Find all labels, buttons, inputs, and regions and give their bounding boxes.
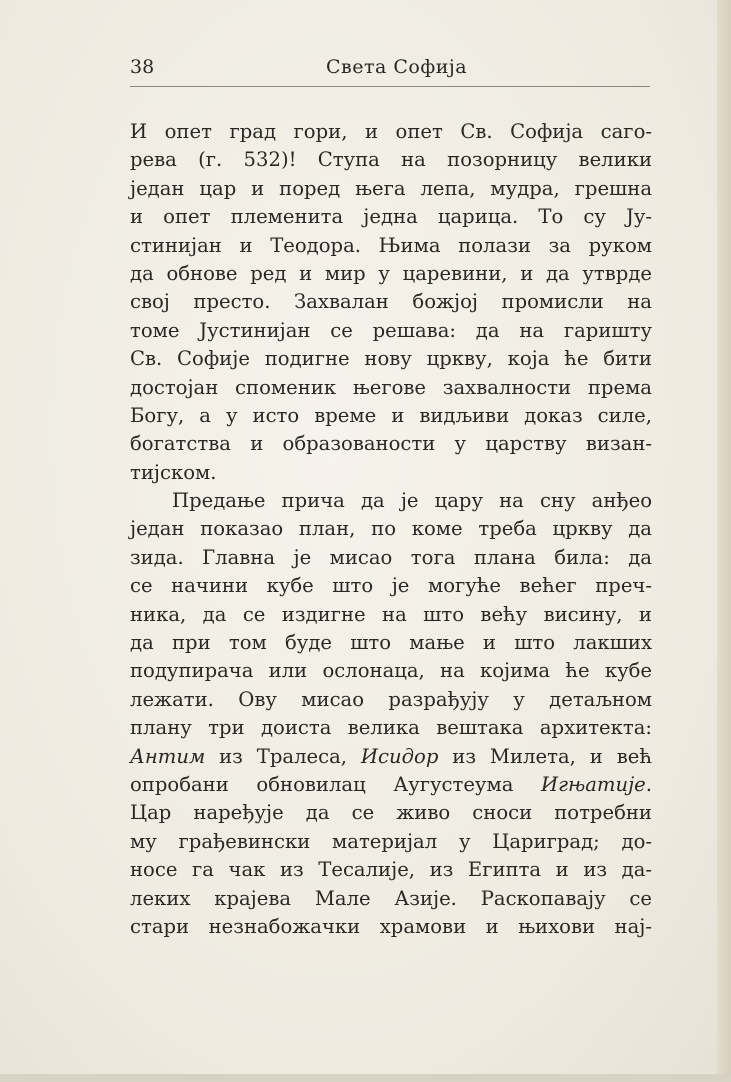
text-line: носе га чак из Тесалије, из Египта и из да-	[130, 858, 652, 882]
text-line: свој престо. Захвалан божјој промисли на	[130, 290, 652, 314]
name-isidor: Исидор	[360, 744, 439, 768]
text-line: леких крајева Мале Азије. Раскопавају се	[130, 886, 652, 910]
paragraph-1	[130, 118, 652, 487]
paragraph-2	[130, 487, 652, 941]
text-line: и опет племенита једна царица. То су Ју-	[130, 205, 652, 229]
text-line: томе Јустинијан се решава: да на гаришту	[130, 318, 652, 342]
name-ignjatije: Игњатије	[541, 772, 646, 796]
page-bottom-edge	[0, 1074, 731, 1082]
running-title: Света Софија	[326, 56, 468, 78]
text-line: Антим из Тралеса, Исидор из Милета, и већ	[130, 744, 652, 768]
text-line: достојан споменик његове захвалности према	[130, 375, 652, 399]
text-line: да обнове ред и мир у царевини, и да утврде	[130, 261, 652, 285]
text-line: један показао план, по коме треба цркву да	[130, 517, 652, 541]
text-line: да при том буде што мање и што лакших	[130, 631, 652, 655]
text-line: И опет град гори, и опет Св. Софија саго-	[130, 120, 652, 143]
text-line: тијском.	[130, 460, 217, 484]
text-line: један цар и поред њега лепа, мудра, грешна	[130, 176, 652, 200]
text-line: Предање прича да је цару на сну анђео	[172, 489, 652, 513]
page-edge-shadow	[717, 0, 731, 1082]
text-line: стинијан и Теодора. Њима полази за руком	[130, 233, 652, 257]
text-line: опробани обновилац Аугустеума Игњатије.	[130, 772, 652, 796]
text-line: плану три доиста велика вештака архитекта:	[130, 716, 652, 740]
text-line: богатства и образованости у царству визан-	[130, 432, 652, 456]
running-head	[130, 56, 650, 82]
text-line: Цар наређује да се живо сноси потребни	[130, 801, 652, 825]
text-line: рева (г. 532)! Ступа на позорницу велики	[130, 148, 652, 172]
body-text	[130, 118, 652, 941]
text-line: Св. Софије подигне нову цркву, која ће бити	[130, 347, 652, 371]
header-rule	[130, 86, 650, 87]
text-line: се начини кубе што је могуће већег преч-	[130, 574, 652, 598]
text-line: Богу, а у исто време и видљиви доказ силе,	[130, 403, 652, 427]
text-line: стари незнабожачки храмови и њихови нај-	[130, 914, 652, 938]
text-line: зида. Главна је мисао тога плана била: да	[130, 545, 652, 569]
name-antim: Антим	[130, 744, 206, 768]
page-number: 38	[130, 56, 155, 78]
text-line: подупирача или ослонаца, на којима ће кубе	[130, 659, 652, 683]
text-line: лежати. Ову мисао разрађују у детаљном	[130, 687, 652, 711]
text-line: му грађевински материјал у Цариград; до-	[130, 829, 652, 853]
text-line: ника, да се издигне на што већу висину, и	[130, 602, 652, 626]
